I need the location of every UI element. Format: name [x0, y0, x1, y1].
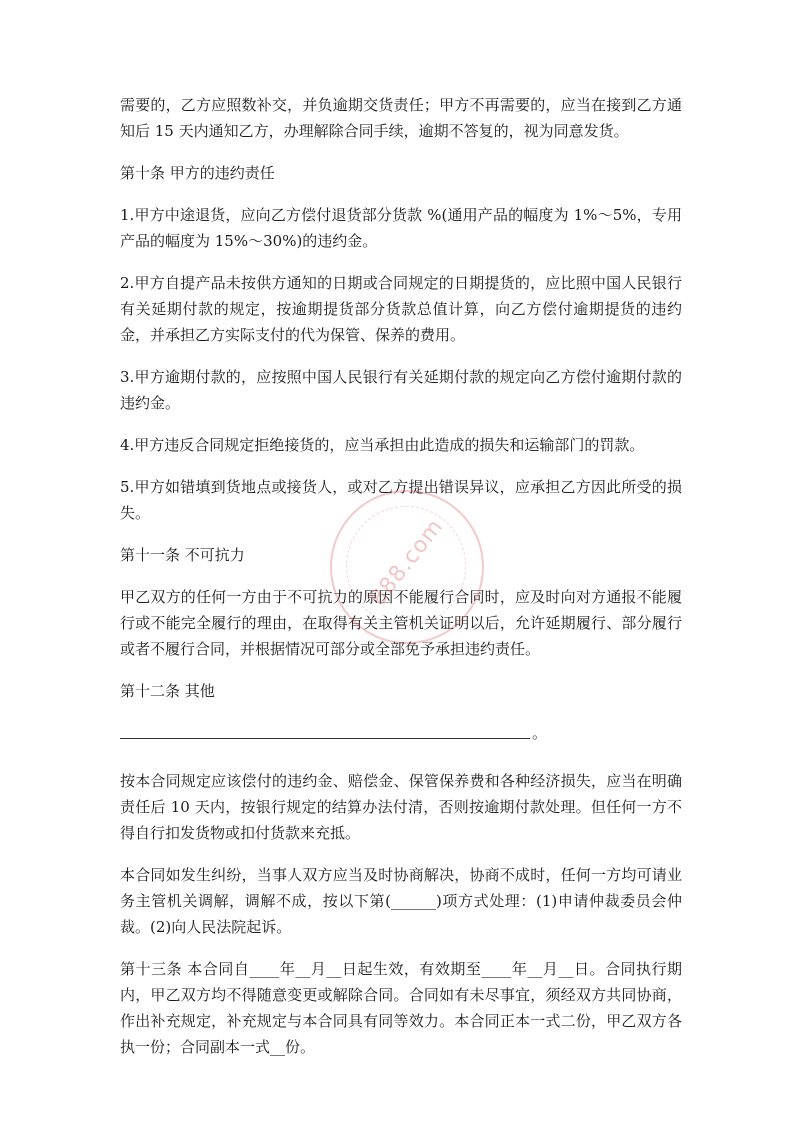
blank-line-period: 。 — [532, 724, 548, 742]
article-10-item-2: 2.甲方自提产品未按供方通知的日期或合同规定的日期提货的，应比照中国人民银行有关延期付款的规定，按逾期提货部分货款总值计算，向乙方偿付逾期提货的违约金，并承担乙方实际支付的代为保管、保养的费用。 — [120, 274, 682, 344]
article-12-payment-clause: 按本合同规定应该偿付的违约金、赔偿金、保管保养费和各种经济损失，应当在明确责任后 10 天内，按银行规定的结算办法付清，否则按逾期付款处理。但任何一方不得自行扣发货物或扣付货款来充抵。 — [120, 772, 682, 842]
contract-page — [120, 92, 682, 1076]
article-11-heading: 第十一条 不可抗力 — [120, 546, 245, 564]
article-10-heading: 第十条 甲方的违约责任 — [120, 164, 275, 182]
article-11-body: 甲乙双方的任何一方由于不可抗力的原因不能履行合同时，应及时向对方通报不能履行或不能完全履行的理由，在取得有关主管机关证明以后，允许延期履行、部分履行或者不履行合同，并根据情况可部分或全部免予承担违约责任。 — [120, 588, 682, 658]
watermark-text: 888.com — [365, 514, 449, 611]
article-10-item-1: 1.甲方中途退货，应向乙方偿付退货部分货款 %(通用产品的幅度为 1%～5%，专用产品的幅度为 15%～30%)的违约金。 — [120, 206, 682, 250]
fill-in-blank-line — [120, 720, 682, 746]
paragraph-intro: 需要的，乙方应照数补交，并负逾期交货责任；甲方不再需要的，应当在接到乙方通知后 15 天内通知乙方，办理解除合同手续，逾期不答复的，视为同意发货。 — [120, 96, 682, 140]
article-12-dispute-clause: 本合同如发生纠纷，当事人双方应当及时协商解决，协商不成时，任何一方均可请业务主管机关调解，调解不成，按以下第(______)项方式处理：(1)申请仲裁委员会仲裁。(2)向人民法院起诉。 — [120, 866, 682, 936]
article-10-item-4: 4.甲方违反合同规定拒绝接货的，应当承担由此造成的损失和运输部门的罚款。 — [120, 436, 645, 454]
blank-underline — [120, 738, 530, 739]
article-12-heading: 第十二条 其他 — [120, 682, 215, 700]
article-10-item-5: 5.甲方如错填到货地点或接货人，或对乙方提出错误异议，应承担乙方因此所受的损失。 — [120, 478, 682, 522]
article-10-item-3: 3.甲方逾期付款的，应按照中国人民银行有关延期付款的规定向乙方偿付逾期付款的违约金。 — [120, 368, 682, 412]
article-13-body: 第十三条 本合同自____年__月__日起生效，有效期至____年__月__日。合同执行期内，甲乙双方均不得随意变更或解除合同。合同如有未尽事宜，须经双方共同协商，作出补充规定，补充规定与本合同具有同等效力。本合同正本一式二份，甲乙双方各执一份；合同副本一式__份。 — [120, 960, 682, 1056]
